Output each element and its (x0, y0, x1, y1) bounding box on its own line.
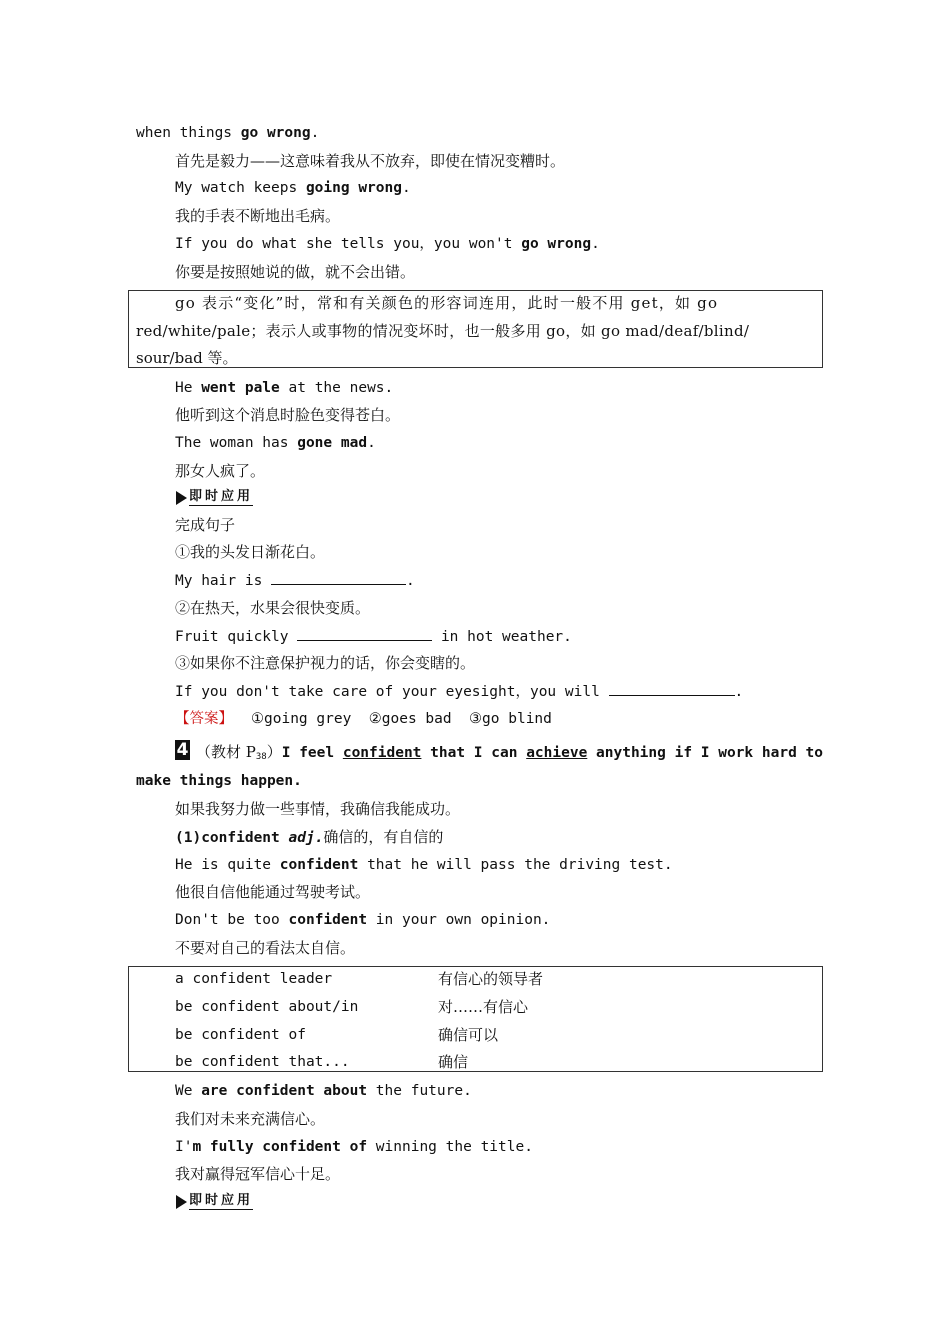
practice-tag: 即时应用 (176, 1194, 253, 1210)
triangle-icon (176, 1195, 187, 1209)
phrase-en: a confident leader (175, 971, 333, 987)
answer-line (175, 709, 822, 729)
note-line: sour/bad 等。 (136, 349, 238, 367)
text-line: He went pale at the news. (175, 380, 394, 396)
answer-label: 【答案】 (175, 711, 233, 727)
answer-blank[interactable] (271, 570, 406, 585)
phrase-en: be confident that... (175, 1054, 350, 1070)
item-heading: 4 （教材 $P_{38})I$ feel confident that I can achieve anything if I work hard to (176, 740, 823, 762)
exercise-question: ③如果你不注意保护视力的话，你会变瞎的。 (175, 654, 476, 672)
text-line: 你要是按照她说的做，就不会出错。 (175, 263, 416, 281)
text-line: when things go wrong. (136, 125, 320, 141)
text-line: 不要对自己的看法太自信。 (175, 939, 356, 957)
exercise-question: ①我的头发日渐花白。 (175, 543, 326, 561)
note-box (128, 290, 823, 368)
text-line: We are confident about the future. (175, 1083, 472, 1099)
text-line: 如果我努力做一些事情，我确信我能成功。 (175, 800, 461, 818)
item-number: 4 (176, 740, 189, 760)
triangle-icon (176, 491, 187, 505)
exercise-title: 完成句子 (175, 516, 236, 534)
exercise-sentence: If you don't take care of your eyesight，you will . (175, 681, 822, 701)
text-line: He is quite confident that he will pass the driving test. (175, 857, 673, 873)
note-line: go 表示“变化”时，常和有关颜色的形容词连用，此时一般不用 get，如 go (175, 294, 719, 312)
text-line: 首先是毅力——这意味着我从不放弃，即使在情况变糟时。 (175, 152, 566, 170)
text-line: 我对赢得冠军信心十足。 (175, 1165, 341, 1183)
phrase-cn: 确信可以 (438, 1026, 499, 1044)
answer-values: ①going grey ②goes bad ③go blind (251, 711, 552, 727)
definition-line: (1)confident adj.确信的，有自信的 (175, 828, 444, 846)
text-line: If you do what she tells you，you won't go wrong. (175, 236, 600, 252)
exercise-sentence: Fruit quickly in hot weather. (175, 626, 822, 646)
phrase-en: be confident of (175, 1027, 306, 1043)
text-line: make things happen. (136, 773, 302, 789)
text-line: 他听到这个消息时脸色变得苍白。 (175, 406, 401, 424)
text-line: 那女人疯了。 (175, 462, 266, 480)
exercise-sentence: My hair is . (175, 570, 822, 590)
phrase-en: be confident about/in (175, 999, 359, 1015)
text-line: 我的手表不断地出毛病。 (175, 207, 341, 225)
text-line: The woman has gone mad. (175, 435, 376, 451)
text-line: Don't be too confident in your own opinion. (175, 912, 551, 928)
phrase-cn: 对……有信心 (438, 998, 529, 1016)
answer-blank[interactable] (297, 626, 432, 641)
phrase-cn: 有信心的领导者 (438, 970, 544, 988)
text-line: 他很自信他能通过驾驶考试。 (175, 883, 371, 901)
practice-tag: 即时应用 (176, 490, 253, 506)
note-line: red/white/pale；表示人或事物的情况变坏时，也一般多用 go，如 go mad/deaf/blind/ (136, 322, 750, 340)
phrase-table (128, 966, 823, 1072)
phrase-cn: 确信 (438, 1053, 469, 1071)
answer-blank[interactable] (609, 681, 735, 696)
text-line: My watch keeps going wrong. (175, 180, 411, 196)
exercise-question: ②在热天，水果会很快变质。 (175, 599, 371, 617)
text-line: I'm fully confident of winning the title. (175, 1139, 533, 1155)
text-line: 我们对未来充满信心。 (175, 1110, 326, 1128)
